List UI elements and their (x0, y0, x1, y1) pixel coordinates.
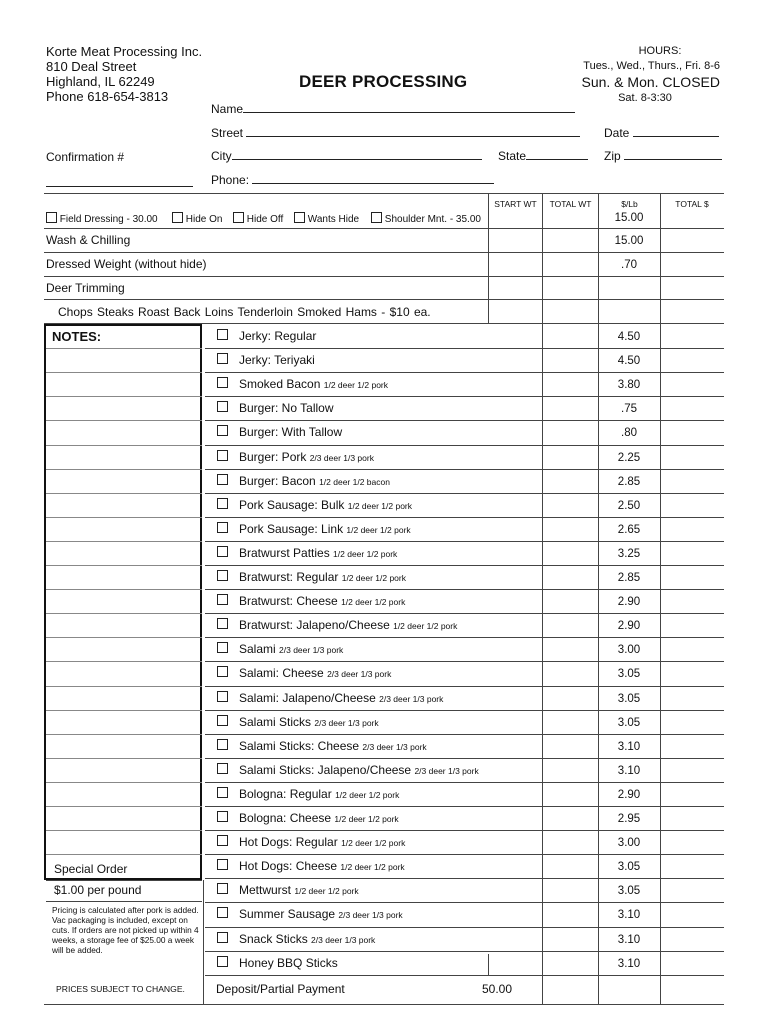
product-detail: 1/2 deer 1/2 pork (333, 548, 398, 559)
zip-label: Zip (604, 149, 621, 163)
product-label (239, 474, 390, 488)
date-field[interactable] (604, 126, 719, 140)
deposit-label: Deposit/Partial Payment (216, 982, 345, 996)
product-price: 2.90 (617, 620, 641, 633)
product-detail: 2/3 deer 1/3 pork (314, 717, 379, 728)
product-row[interactable] (205, 565, 488, 589)
product-name: Bratwurst: Jalapeno/Cheese (239, 618, 390, 633)
product-price: 2.65 (617, 523, 641, 536)
hours-weekdays: Tues., Wed., Thurs., Fri. 8-6 (583, 60, 720, 72)
product-price: 3.10 (617, 909, 641, 922)
product-row[interactable] (205, 734, 488, 758)
field-price: 15.00 (614, 212, 644, 224)
product-label (239, 425, 342, 439)
service-dressed-price: .70 (621, 259, 637, 271)
prices-subject: PRICES SUBJECT TO CHANGE. (56, 984, 185, 994)
product-name: Bratwurst Patties (239, 545, 330, 560)
product-name: Snack Sticks (239, 931, 308, 946)
product-row[interactable] (205, 902, 488, 926)
name-field[interactable] (211, 102, 575, 116)
product-price: 3.10 (617, 764, 641, 777)
product-name: Burger: Bacon (239, 473, 316, 488)
product-label (239, 618, 457, 632)
product-detail: 1/2 deer 1/2 pork (335, 789, 400, 800)
product-price: 3.10 (617, 957, 641, 970)
option-shoulder-mount[interactable]: Shoulder Mnt. - 35.00 (371, 212, 481, 225)
service-wash: Wash & Chilling (46, 233, 131, 247)
product-checkbox[interactable] (217, 546, 228, 557)
product-row[interactable] (205, 541, 488, 565)
product-row[interactable] (205, 878, 488, 902)
product-row[interactable] (205, 445, 488, 469)
product-checkbox[interactable] (217, 811, 228, 822)
product-price: 2.85 (617, 572, 641, 584)
company-name: Korte Meat Processing Inc. (46, 44, 203, 59)
product-label (239, 498, 412, 512)
product-detail: 1/2 deer 1/2 pork (341, 573, 406, 583)
product-row[interactable] (205, 396, 488, 420)
company-phone: Phone 618-654-3813 (46, 89, 169, 104)
product-detail: 2/3 deer 1/3 pork (327, 669, 392, 680)
product-price: 2.85 (617, 475, 641, 488)
product-detail: 1/2 deer 1/2 pork (341, 597, 406, 608)
product-detail: 2/3 deer 1/3 pork (279, 645, 344, 656)
product-name: Bratwurst: Cheese (239, 594, 338, 609)
product-detail: 2/3 deer 1/3 pork (414, 765, 479, 776)
product-name: Salami Sticks (239, 714, 312, 729)
product-price: 3.05 (617, 692, 641, 705)
product-row[interactable] (205, 637, 488, 661)
product-checkbox[interactable] (217, 642, 228, 653)
pricing-note: Pricing is calculated after pork is added. Vac packaging is included, except on cuts. If orders are not picked up within 4 weeks, a storage fee of $25.00 a week will be added. (52, 905, 199, 955)
product-name: Hot Dogs: Cheese (239, 859, 338, 874)
product-label (239, 859, 405, 873)
product-name: Salami: Cheese (239, 666, 324, 681)
date-label: Date (604, 126, 630, 140)
phone-field[interactable] (211, 173, 494, 187)
company-street: 810 Deal Street (46, 59, 137, 74)
product-label (239, 811, 399, 825)
confirmation-field[interactable] (46, 174, 193, 192)
street-label: Street (211, 126, 244, 140)
product-name: Burger: With Tallow (239, 425, 343, 440)
street-field[interactable] (211, 126, 580, 140)
city-field[interactable] (211, 149, 482, 163)
product-label (239, 715, 379, 729)
product-row[interactable] (205, 469, 488, 493)
col-per-lb: $/Lb (621, 199, 638, 209)
product-checkbox[interactable] (217, 739, 228, 750)
product-label (239, 570, 406, 584)
product-checkbox[interactable] (217, 594, 228, 605)
product-price: 3.00 (617, 837, 641, 850)
product-label (239, 329, 316, 343)
service-trimming: Deer Trimming (46, 281, 125, 295)
product-name: Pork Sausage: Bulk (239, 497, 345, 512)
name-label: Name (211, 102, 244, 116)
product-label (239, 401, 334, 415)
product-label (239, 763, 479, 777)
product-detail: 1/2 deer 1/2 pork (341, 838, 406, 849)
product-name: Pork Sausage: Link (239, 521, 344, 536)
product-label (239, 666, 391, 680)
checkbox[interactable] (294, 212, 305, 223)
product-checkbox[interactable] (217, 691, 228, 702)
col-start-wt: START WT (494, 199, 537, 209)
product-price: 2.25 (617, 451, 641, 464)
product-price: 3.10 (617, 933, 641, 946)
page-title: DEER PROCESSING (299, 72, 468, 91)
cuts-line: Chops Steaks Roast Back Loins Tenderloin Smoked Hams - $10 ea. (58, 305, 431, 319)
product-label (239, 353, 315, 367)
product-checkbox[interactable] (217, 570, 228, 581)
col-total: TOTAL $ (675, 199, 709, 209)
product-name: Smoked Bacon (239, 377, 321, 392)
product-checkbox[interactable] (217, 859, 228, 870)
checkbox[interactable] (172, 212, 183, 223)
product-detail: 1/2 deer 1/2 bacon (319, 476, 390, 487)
product-row[interactable] (205, 589, 488, 613)
product-checkbox[interactable] (217, 498, 228, 509)
product-name: Hot Dogs: Regular (239, 835, 338, 850)
product-detail: 2/3 deer 1/3 pork (379, 693, 444, 704)
product-checkbox[interactable] (217, 763, 228, 774)
product-detail: 1/2 deer 1/2 pork (323, 380, 388, 391)
product-price: 2.90 (617, 788, 641, 801)
company-city: Highland, IL 62249 (46, 74, 155, 89)
product-checkbox[interactable] (217, 666, 228, 677)
product-checkbox[interactable] (217, 835, 228, 846)
checkbox[interactable] (46, 212, 57, 223)
product-price: .75 (621, 403, 637, 416)
confirmation-label: Confirmation # (46, 150, 125, 164)
checkbox[interactable] (371, 212, 382, 223)
product-detail: 1/2 deer 1/2 pork (347, 500, 413, 511)
col-total-wt: TOTAL WT (549, 199, 592, 209)
product-checkbox[interactable] (217, 618, 228, 629)
product-label (239, 835, 405, 849)
product-row[interactable] (205, 758, 488, 782)
product-row[interactable] (205, 420, 488, 444)
product-row[interactable] (205, 951, 488, 975)
product-price: 3.05 (617, 668, 641, 681)
hours-saturday: Sat. 8-3:30 (618, 92, 672, 104)
option-hide-on[interactable]: Hide On (172, 212, 222, 225)
product-price: 3.10 (617, 740, 641, 753)
product-row[interactable] (205, 686, 488, 710)
product-name: Bratwurst: Regular (239, 570, 339, 584)
product-name: Mettwurst (239, 883, 292, 898)
product-checkbox[interactable] (217, 425, 228, 436)
product-row[interactable] (205, 324, 488, 348)
special-order-label: Special Order (54, 862, 128, 876)
product-label (239, 932, 375, 946)
product-label (239, 739, 427, 753)
service-wash-price: 15.00 (614, 235, 644, 247)
product-checkbox[interactable] (217, 522, 228, 533)
product-row[interactable] (205, 372, 488, 396)
product-checkbox[interactable] (217, 474, 228, 485)
product-label (239, 594, 405, 608)
product-checkbox[interactable] (217, 715, 228, 726)
product-price: 3.05 (617, 885, 641, 898)
service-dressed-weight: Dressed Weight (without hide) (46, 257, 207, 271)
product-checkbox[interactable] (217, 787, 228, 798)
zip-field[interactable] (604, 149, 722, 163)
product-row[interactable] (205, 782, 488, 806)
product-name: Jerky: Teriyaki (239, 353, 315, 368)
product-row[interactable] (205, 661, 488, 685)
product-price: 3.05 (617, 716, 641, 729)
product-checkbox[interactable] (217, 907, 228, 918)
product-name: Salami Sticks: Cheese (239, 738, 360, 753)
product-detail: 1/2 deer 1/2 pork (346, 524, 411, 535)
product-checkbox[interactable] (217, 450, 228, 461)
product-checkbox[interactable] (217, 401, 228, 412)
product-name: Summer Sausage (239, 907, 336, 922)
product-detail: 1/2 deer 1/2 pork (334, 814, 399, 824)
product-name: Salami (239, 642, 276, 657)
product-row[interactable] (205, 348, 488, 372)
product-name: Bologna: Regular (239, 786, 332, 801)
product-row[interactable] (205, 613, 488, 637)
product-price: 3.80 (617, 379, 641, 392)
product-label (239, 907, 403, 921)
special-order-price: $1.00 per pound (54, 883, 142, 897)
notes-box[interactable] (44, 324, 202, 880)
product-label (239, 450, 374, 464)
product-detail: 2/3 deer 1/3 pork (338, 910, 403, 921)
deposit-amount: 50.00 (482, 982, 513, 996)
product-detail: 1/2 deer 1/2 pork (294, 886, 359, 897)
product-checkbox[interactable] (217, 932, 228, 943)
product-detail: 1/2 deer 1/2 pork (340, 862, 405, 873)
product-price: 4.50 (617, 355, 641, 368)
product-price: .80 (621, 427, 637, 440)
product-checkbox[interactable] (217, 353, 228, 364)
product-price: 3.05 (617, 861, 641, 874)
product-row[interactable] (205, 517, 488, 541)
product-detail: 2/3 deer 1/3 pork (362, 741, 427, 752)
product-row[interactable] (205, 710, 488, 734)
product-name: Salami Sticks: Jalapeno/Cheese (239, 762, 412, 777)
product-label (239, 377, 388, 391)
product-label (239, 546, 397, 560)
state-label: State (498, 149, 527, 163)
product-price: 2.90 (617, 596, 641, 609)
product-label (239, 691, 443, 705)
product-detail: 2/3 deer 1/3 pork (309, 452, 374, 463)
product-price: 2.95 (617, 813, 641, 825)
hours-closed: Sun. & Mon. CLOSED (581, 74, 720, 90)
product-row[interactable] (205, 854, 488, 878)
product-label (239, 522, 411, 536)
product-name: Burger: No Tallow (239, 401, 334, 416)
product-name: Bologna: Cheese (239, 811, 332, 825)
city-label: City (211, 149, 232, 163)
checkbox[interactable] (233, 212, 244, 223)
product-name: Jerky: Regular (239, 329, 317, 343)
product-label (239, 642, 343, 656)
product-label (239, 956, 338, 970)
option-wants-hide[interactable]: Wants Hide (294, 212, 359, 225)
product-checkbox[interactable] (217, 329, 228, 340)
product-detail: 2/3 deer 1/3 pork (311, 934, 376, 945)
hours-label: HOURS: (638, 45, 682, 57)
product-row[interactable] (205, 493, 488, 517)
option-hide-off[interactable]: Hide Off (233, 212, 283, 225)
product-price: 4.50 (617, 331, 641, 343)
notes-label: NOTES: (52, 329, 102, 344)
option-field-dressing[interactable]: Field Dressing - 30.00 (46, 212, 158, 225)
product-checkbox[interactable] (217, 883, 228, 894)
product-label (239, 787, 399, 801)
product-name: Burger: Pork (239, 449, 307, 464)
product-detail: 1/2 deer 1/2 pork (393, 621, 458, 632)
product-row[interactable] (205, 830, 488, 854)
product-row[interactable] (205, 927, 488, 951)
product-name: Salami: Jalapeno/Cheese (239, 690, 376, 705)
product-checkbox[interactable] (217, 377, 228, 388)
phone-label: Phone: (211, 173, 250, 187)
product-price: 3.00 (617, 644, 641, 657)
product-row[interactable] (205, 806, 488, 830)
product-name: Honey BBQ Sticks (239, 955, 338, 970)
product-price: 2.50 (617, 499, 641, 512)
product-label (239, 883, 359, 897)
product-checkbox[interactable] (217, 956, 228, 967)
state-field[interactable] (498, 149, 588, 163)
product-price: 3.25 (617, 547, 641, 560)
